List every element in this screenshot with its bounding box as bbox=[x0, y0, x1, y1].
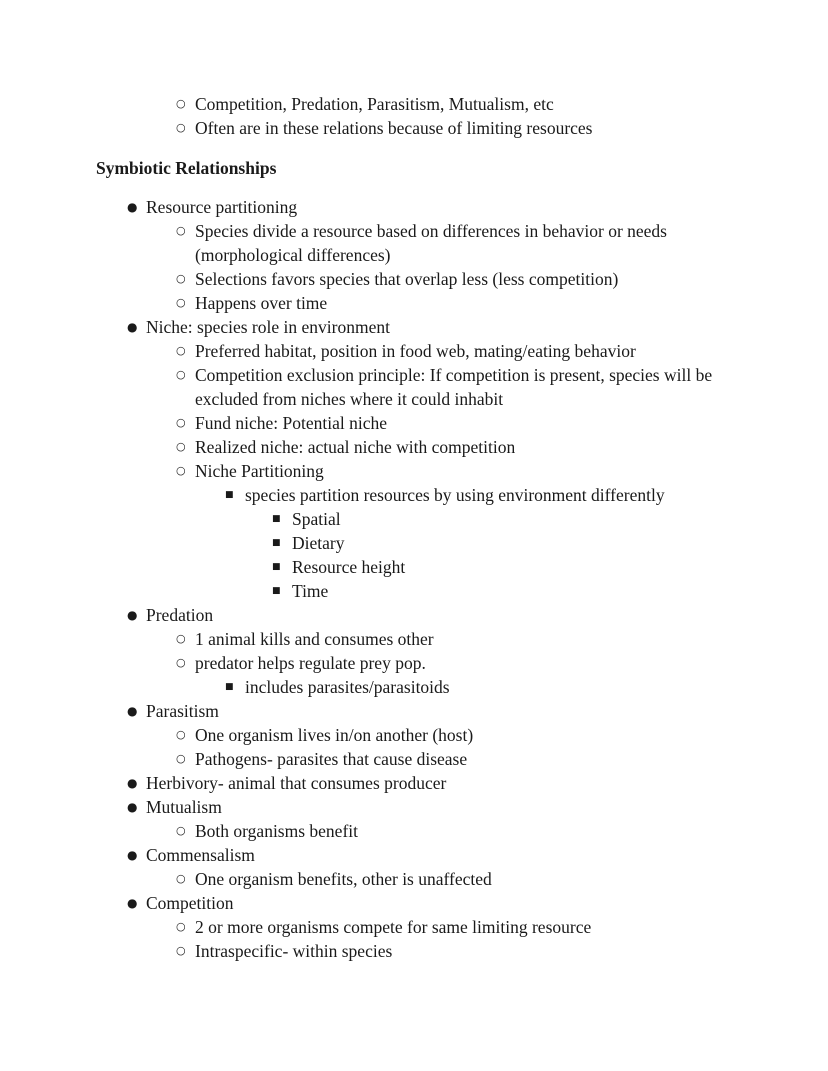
bullet-level-2-icon: ○ bbox=[176, 368, 186, 381]
outline-item-text: Competition, Predation, Parasitism, Mutualism, etc bbox=[195, 94, 554, 114]
outline-item-level-4 bbox=[272, 507, 736, 531]
bullet-level-2-icon: ○ bbox=[176, 464, 186, 477]
outline-item-text: Niche: species role in environment bbox=[146, 317, 390, 337]
outline-item-level-1 bbox=[127, 891, 736, 915]
outline-item-level-1 bbox=[127, 771, 736, 795]
outline-item-text: Intraspecific- within species bbox=[195, 941, 393, 961]
document-body bbox=[96, 92, 736, 963]
outline-item-text: Resource partitioning bbox=[146, 197, 298, 217]
outline-item-level-4 bbox=[272, 579, 736, 603]
outline-item-level-2 bbox=[176, 363, 736, 411]
outline-item-level-2 bbox=[176, 819, 736, 843]
outline-list bbox=[96, 195, 736, 963]
bullet-level-3-icon: ■ bbox=[225, 490, 234, 500]
outline-item-level-2 bbox=[176, 915, 736, 939]
outline-item-level-1 bbox=[127, 843, 736, 867]
outline-item-text: includes parasites/parasitoids bbox=[245, 677, 450, 697]
outline-item-level-1 bbox=[127, 699, 736, 723]
bullet-level-2-icon: ○ bbox=[176, 97, 186, 110]
outline-item-level-2 bbox=[176, 267, 736, 291]
outline-item-text: 2 or more organisms compete for same limiting resource bbox=[195, 917, 592, 937]
bullet-level-2-icon: ○ bbox=[176, 872, 186, 885]
outline-item-text: Both organisms benefit bbox=[195, 821, 358, 841]
outline-item-level-1 bbox=[127, 195, 736, 219]
outline-item-text: Competition exclusion principle: If competition is present, species will be excluded from niches where it could inhabit bbox=[195, 365, 713, 409]
outline-item-text: Predation bbox=[146, 605, 214, 625]
outline-item-level-2 bbox=[176, 723, 736, 747]
outline-item-level-3 bbox=[225, 675, 736, 699]
heading-spacer-top bbox=[96, 140, 736, 156]
bullet-level-1-icon: ● bbox=[127, 200, 138, 214]
outline-item-level-2 bbox=[176, 939, 736, 963]
outline-item-level-2 bbox=[176, 651, 736, 675]
outline-item-text: predator helps regulate prey pop. bbox=[195, 653, 426, 673]
outline-item-text: Resource height bbox=[292, 557, 406, 577]
bullet-level-1-icon: ● bbox=[127, 776, 138, 790]
bullet-level-1-icon: ● bbox=[127, 896, 138, 910]
bullet-level-2-icon: ○ bbox=[176, 728, 186, 741]
outline-item-text: Often are in these relations because of limiting resources bbox=[195, 118, 593, 138]
outline-item-text: Mutualism bbox=[146, 797, 222, 817]
outline-item-text: Fund niche: Potential niche bbox=[195, 413, 387, 433]
bullet-level-2-icon: ○ bbox=[176, 752, 186, 765]
outline-item-level-2 bbox=[176, 747, 736, 771]
bullet-level-4-icon: ■ bbox=[272, 586, 281, 596]
bullet-level-2-icon: ○ bbox=[176, 440, 186, 453]
outline-item-level-2 bbox=[176, 411, 736, 435]
outline-item-level-1 bbox=[127, 603, 736, 627]
outline-item-text: Herbivory- animal that consumes producer bbox=[146, 773, 447, 793]
bullet-level-2-icon: ○ bbox=[176, 272, 186, 285]
outline-item-level-1 bbox=[127, 315, 736, 339]
outline-item-text: Happens over time bbox=[195, 293, 328, 313]
bullet-level-1-icon: ● bbox=[127, 848, 138, 862]
bullet-level-2-icon: ○ bbox=[176, 920, 186, 933]
outline-item-text: One organism benefits, other is unaffected bbox=[195, 869, 492, 889]
outline-item-text: Realized niche: actual niche with competition bbox=[195, 437, 516, 457]
outline-item-text: One organism lives in/on another (host) bbox=[195, 725, 474, 745]
bullet-level-2-icon: ○ bbox=[176, 944, 186, 957]
outline-item-text: Dietary bbox=[292, 533, 345, 553]
bullet-level-2-icon: ○ bbox=[176, 121, 186, 134]
bullet-level-2-icon: ○ bbox=[176, 224, 186, 237]
outline-item-text: Time bbox=[292, 581, 329, 601]
outline-item-text: species partition resources by using environment differently bbox=[245, 485, 665, 505]
bullet-level-4-icon: ■ bbox=[272, 538, 281, 548]
bullet-level-2-icon: ○ bbox=[176, 416, 186, 429]
outline-item-level-2 bbox=[176, 339, 736, 363]
bullet-level-2-icon: ○ bbox=[176, 632, 186, 645]
outline-item-text: 1 animal kills and consumes other bbox=[195, 629, 434, 649]
outline-item-text: Niche Partitioning bbox=[195, 461, 324, 481]
outline-item-text: Species divide a resource based on differences in behavior or needs (morphological differences) bbox=[195, 221, 667, 265]
outline-item-text: Preferred habitat, position in food web, mating/eating behavior bbox=[195, 341, 636, 361]
bullet-level-1-icon: ● bbox=[127, 320, 138, 334]
bullet-level-3-icon: ■ bbox=[225, 682, 234, 692]
outline-item-level-2 bbox=[176, 867, 736, 891]
bullet-level-1-icon: ● bbox=[127, 800, 138, 814]
outline-item-text: Selections favors species that overlap less (less competition) bbox=[195, 269, 619, 289]
bullet-level-2-icon: ○ bbox=[176, 656, 186, 669]
outline-item-text: Pathogens- parasites that cause disease bbox=[195, 749, 468, 769]
bullet-level-2-icon: ○ bbox=[176, 344, 186, 357]
outline-item-level-4 bbox=[272, 531, 736, 555]
outline-item-level-4 bbox=[272, 555, 736, 579]
outline-item-text: Competition bbox=[146, 893, 234, 913]
outline-item-level-2 bbox=[176, 219, 736, 267]
bullet-level-2-icon: ○ bbox=[176, 296, 186, 309]
outline-item-level-2 bbox=[176, 627, 736, 651]
section-heading-symbiotic-relationships: Symbiotic Relationships bbox=[96, 158, 277, 178]
outline-item-level-2 bbox=[176, 116, 736, 140]
intro-list bbox=[96, 92, 736, 140]
outline-item-text: Commensalism bbox=[146, 845, 255, 865]
bullet-level-4-icon: ■ bbox=[272, 514, 281, 524]
outline-item-level-2 bbox=[176, 459, 736, 483]
outline-item-level-3 bbox=[225, 483, 736, 507]
outline-item-text: Parasitism bbox=[146, 701, 219, 721]
bullet-level-4-icon: ■ bbox=[272, 562, 281, 572]
heading-spacer-bottom bbox=[96, 180, 736, 195]
outline-item-level-2 bbox=[176, 435, 736, 459]
outline-item-level-1 bbox=[127, 795, 736, 819]
bullet-level-1-icon: ● bbox=[127, 704, 138, 718]
outline-item-text: Spatial bbox=[292, 509, 341, 529]
bullet-level-1-icon: ● bbox=[127, 608, 138, 622]
outline-item-level-2 bbox=[176, 92, 736, 116]
outline-item-level-2 bbox=[176, 291, 736, 315]
bullet-level-2-icon: ○ bbox=[176, 824, 186, 837]
